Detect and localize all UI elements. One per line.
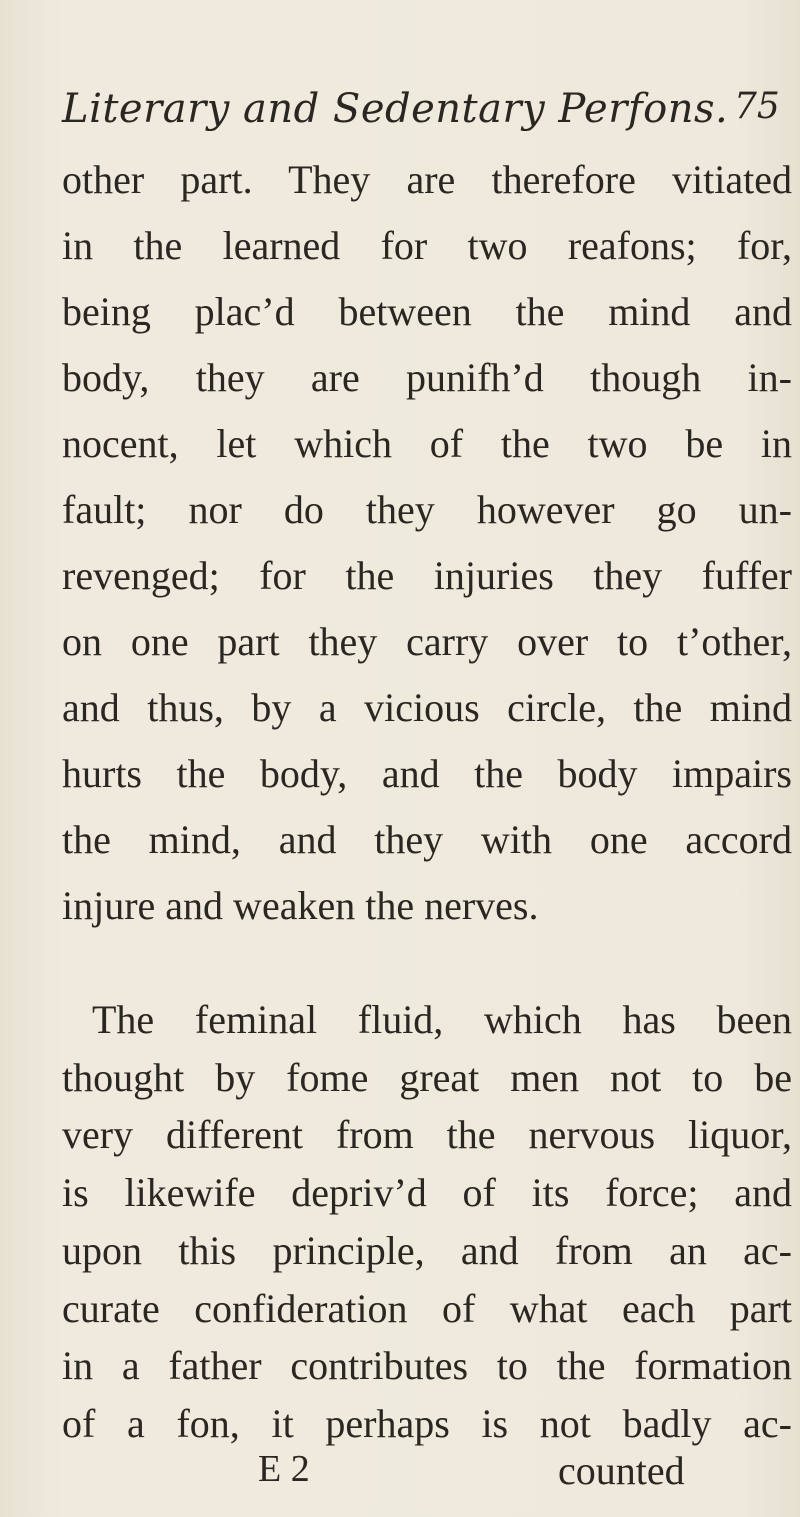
text-line: thought by fome great men not to be: [62, 1055, 792, 1100]
text-line: revenged; for the injuries they fuffer: [62, 553, 792, 598]
text-line: other part. They are therefore vitiated: [62, 157, 792, 202]
text-line: body, they are punifh’d though in-: [62, 355, 792, 400]
text-line: curate confideration of what each part: [62, 1286, 792, 1331]
text-line: The feminal fluid, which has been: [92, 997, 792, 1042]
text-line: of a fon, it perhaps is not badly ac-: [62, 1401, 792, 1446]
text-line: in a father contributes to the formation: [62, 1343, 792, 1388]
text-line: being plac’d between the mind and: [62, 289, 792, 334]
catchword: counted: [558, 1448, 685, 1493]
text-line: and thus, by a vicious circle, the mind: [62, 685, 792, 730]
text-line: upon this principle, and from an ac-: [62, 1228, 792, 1273]
signature-mark: E 2: [258, 1448, 310, 1490]
page-number: 75: [734, 86, 780, 127]
text-line: fault; nor do they however go un-: [62, 487, 792, 532]
text-line: on one part they carry over to t’other,: [62, 619, 792, 664]
running-title: Literary and Sedentary Perfons.: [62, 86, 729, 132]
text-line: is likewife depriv’d of its force; and: [62, 1170, 792, 1215]
text-line: in the learned for two reafons; for,: [62, 223, 792, 268]
running-head: [62, 86, 792, 146]
text-line: hurts the body, and the body impairs: [62, 751, 792, 796]
text-line: the mind, and they with one accord: [62, 817, 792, 862]
text-line: injure and weaken the nerves.: [62, 883, 539, 928]
text-line: nocent, let which of the two be in: [62, 421, 792, 466]
text-line: very different from the nervous liquor,: [62, 1112, 792, 1157]
